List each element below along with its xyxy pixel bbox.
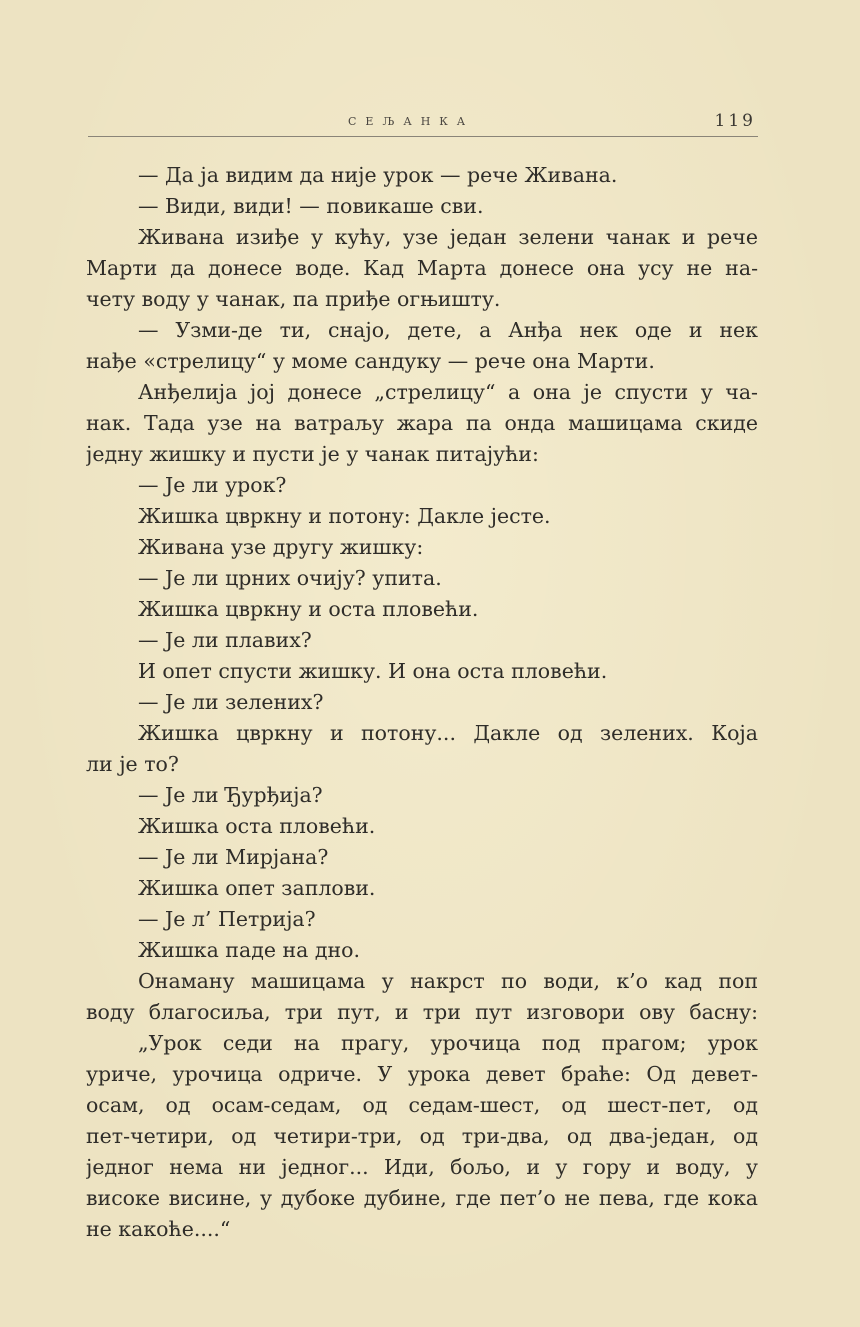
text-line: — Је ли Мирјана? (138, 845, 329, 869)
text-line: осам, од осам-седам, од седам-шест, од шест-пет, од (86, 1093, 758, 1117)
text-line: нађе «стрелицу“ у моме сандуку — рече она Марти. (86, 349, 655, 373)
text-line: Живана узе другу жишку: (138, 535, 424, 559)
page-number: 119 (714, 111, 756, 131)
text-line: не какоће....“ (86, 1217, 231, 1241)
text-line: Жишка цвркну и потону: Дакле јесте. (138, 504, 551, 528)
text-line: Марти да донесе воде. Кад Марта донесе она усу не на- (86, 256, 758, 280)
text-line: Жишка оста пловећи. (138, 814, 376, 838)
text-line: чету воду у чанак, па приђе огњишту. (86, 287, 501, 311)
text-line: — Узми-де ти, снајо, дете, а Анђа нек оде и нек (138, 318, 758, 342)
text-line: Жишка цвркну и оста пловећи. (138, 597, 479, 621)
text-line: уриче, урочица одриче. У урока девет браће: Од девет- (86, 1062, 758, 1086)
text-line: воду благосиља, три пут, и три пут изговори ову басну: (86, 1000, 758, 1024)
text-line: Анђелија јој донесе „стрелицу“ а она је спусти у ча- (138, 380, 758, 404)
text-line: — Је ли Ђурђија? (138, 783, 323, 807)
text-line: Жишка паде на дно. (138, 938, 361, 962)
text-line: — Види, види! — повикаше сви. (138, 194, 484, 218)
page-header (88, 110, 758, 138)
text-line: ли је то? (86, 752, 179, 776)
text-line: високе висине, у дубоке дубине, где пет’о не пева, где кока (86, 1186, 758, 1210)
text-line: једног нема ни једног... Иди, бољо, и у гору и воду, у (86, 1155, 758, 1179)
text-line: пет-четири, од четири-три, од три-два, од два-један, од (86, 1124, 758, 1148)
text-line: „Урок седи на прагу, урочица под прагом; урок (138, 1031, 758, 1055)
text-line: — Је ли плавих? (138, 628, 312, 652)
running-title: СЕЉАНКА (348, 115, 475, 128)
text-line: И опет спусти жишку. И она оста пловећи. (138, 659, 608, 683)
text-line: — Је л’ Петрија? (138, 907, 316, 931)
body-text (86, 160, 758, 1245)
text-line: Живана изиђе у кућу, узе један зелени чанак и рече (138, 225, 758, 249)
text-line: — Је ли урок? (138, 473, 287, 497)
header-rule (88, 136, 758, 137)
text-line: једну жишку и пусти је у чанак питајући: (86, 442, 539, 466)
text-line: Жишка опет заплови. (138, 876, 376, 900)
text-line: — Је ли црних очију? упита. (138, 566, 442, 590)
text-line: — Је ли зелених? (138, 690, 324, 714)
text-line: — Да ја видим да није урок — рече Живана. (138, 163, 618, 187)
text-line: Жишка цвркну и потону... Дакле од зелених. Која (138, 721, 758, 745)
text-line: Онаману машицама у накрст по води, к’о кад поп (138, 969, 758, 993)
text-line: нак. Тада узе на ватраљу жара па онда машицама скиде (86, 411, 758, 435)
